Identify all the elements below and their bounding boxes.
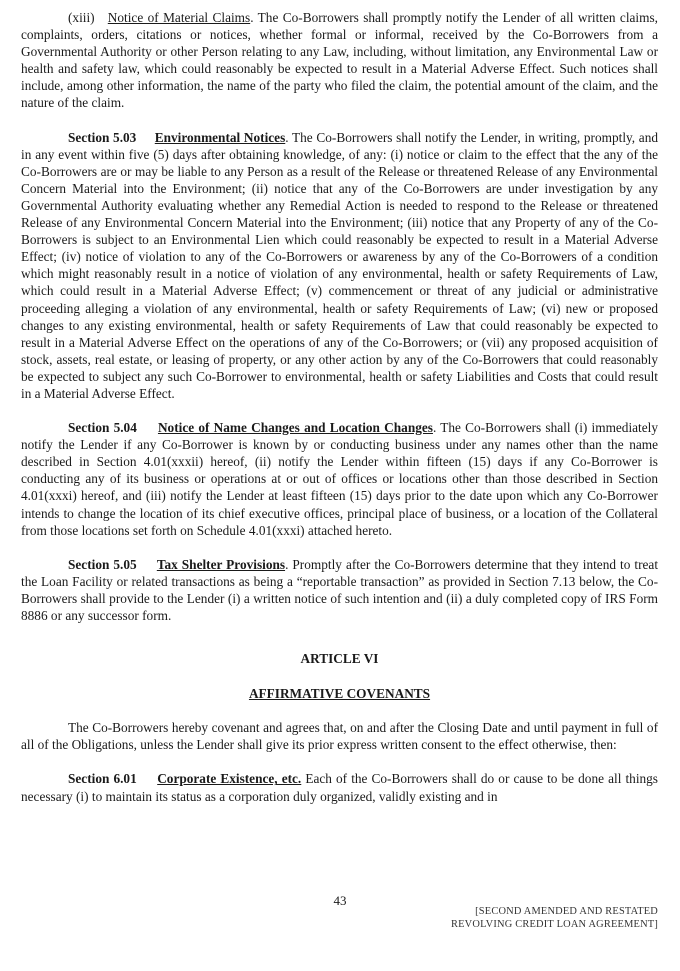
section-5-05 [21, 556, 658, 624]
footer-line-2: REVOLVING CREDIT LOAN AGREEMENT] [451, 918, 658, 930]
section-body: . Promptly after the Co-Borrowers determine that they intend to treat the Loan Facility or related transactions as being a “reportable transaction” as provided in Section 7.13 below, the Co-Borrowers shall provide to the Lender (i) a written notice of such intention and (ii) a duly completed copy of IRS Form 8886 or any successor form. [21, 556, 659, 623]
section-number: Section 6.01 [68, 771, 137, 787]
article-intro: The Co-Borrowers hereby covenant and agrees that, on and after the Closing Date and until payment in full of all of the Obligations, unless the Lender shall give its prior express written consent to the effect otherwise, then: [21, 720, 658, 753]
section-5-03 [21, 129, 658, 403]
section-5-04 [21, 419, 658, 539]
section-body: . The Co-Borrowers shall notify the Lender, in writing, promptly, and in any event within five (5) days after obtaining knowledge, of any: (i) notice or claim to the effect that the any of the Co-Borrowers are or may be liable to any Person as a result of the Release or threatened Release of any Environmental Concern Material into the Environment; (ii) notice that any of the Co-Borrowers are under investigation by any Governmental Authority evaluating whether any Remedial Action is needed to respond to the Release or threatened Release of any Environmental Concern Material into the Environment; (iii) notice that any Property of any of the Co-Borrowers is subject to an Environmental Lien which could reasonably be expected to result in a Material Adverse Effect; (iv) notice of violation to any of the Co-Borrowers or awareness by any of the Co-Borrowers of a condition which might reasonably result in a notice of violation of any environmental, health or safety Requirements of Law, which could result in a Material Adverse Effect; (v) commencement or threat of any judicial or administrative proceeding alleging a violation of any environmental, health or safety Requirements of Law; (vi) new or proposed changes to any existing environmental, health or safety Requirements of Law that could reasonably be expected to result in a Material Adverse Effect on the operations of any of the Co-Borrowers; or (vii) any proposed acquisition of stock, assets, real estate, or leasing of property, or any other action by any of the Co-Borrowers that could reasonably be expected to subject any such Co-Borrower to environmental, health or safety Liabilities and Costs that could result in a Material Adverse Effect. [21, 129, 659, 401]
section-6-01 [21, 770, 658, 804]
clause-number: (xiii) [68, 10, 95, 25]
section-heading: Tax Shelter Provisions [156, 556, 286, 572]
section-number: Section 5.03 [68, 129, 137, 145]
article-title: AFFIRMATIVE COVENANTS [248, 686, 431, 702]
document-footer [451, 906, 658, 931]
section-body: Each of the Co-Borrowers shall do or cause to be done all things necessary (i) to maintain its status as a corporation duly organized, validly existing and in [21, 771, 658, 804]
section-heading: Notice of Name Changes and Location Changes [157, 420, 433, 436]
clause-body: . The Co-Borrowers shall promptly notify the Lender of all written claims, complaints, orders, citations or notices, whether formal or informal, received by the Co-Borrowers from a Governmental Authority or other Person relating to any Law, including, without limitation, any Environmental Law or health and safety law, which could reasonably be expected to result in a Material Adverse Effect. Such notices shall include, among other information, the name of the party who filed the claim, the potential amount of the claim, and the nature of the claim. [21, 10, 658, 111]
article-number: ARTICLE VI [300, 651, 379, 667]
paragraph-xiii [21, 9, 658, 112]
section-heading: Environmental Notices [154, 129, 286, 145]
section-number: Section 5.04 [68, 420, 137, 436]
section-number: Section 5.05 [68, 556, 137, 572]
clause-heading: Notice of Material Claims [107, 10, 251, 25]
section-body: . The Co-Borrowers shall (i) immediately notify the Lender if any Co-Borrower is known by or conducting business under any names other than the name described in Section 4.01(xxxii) hereof, (ii) notify the Lender within fifteen (15) days if any Co-Borrower is conducting any of its business or operations at or out of offices or locations other than those described in Section 4.01(xxxi) hereof, and (iii) notify the Lender at least fifteen (15) days prior to the date upon which any Co-Borrower intends to change the location of its chief executive offices, principal place of business, or a location of the Collateral from those locations set forth on Schedule 4.01(xxxi) attached hereto. [21, 420, 658, 538]
section-heading: Corporate Existence, etc. [157, 771, 302, 787]
page-number: 43 [333, 893, 347, 908]
footer-line-1: [SECOND AMENDED AND RESTATED [475, 906, 658, 917]
